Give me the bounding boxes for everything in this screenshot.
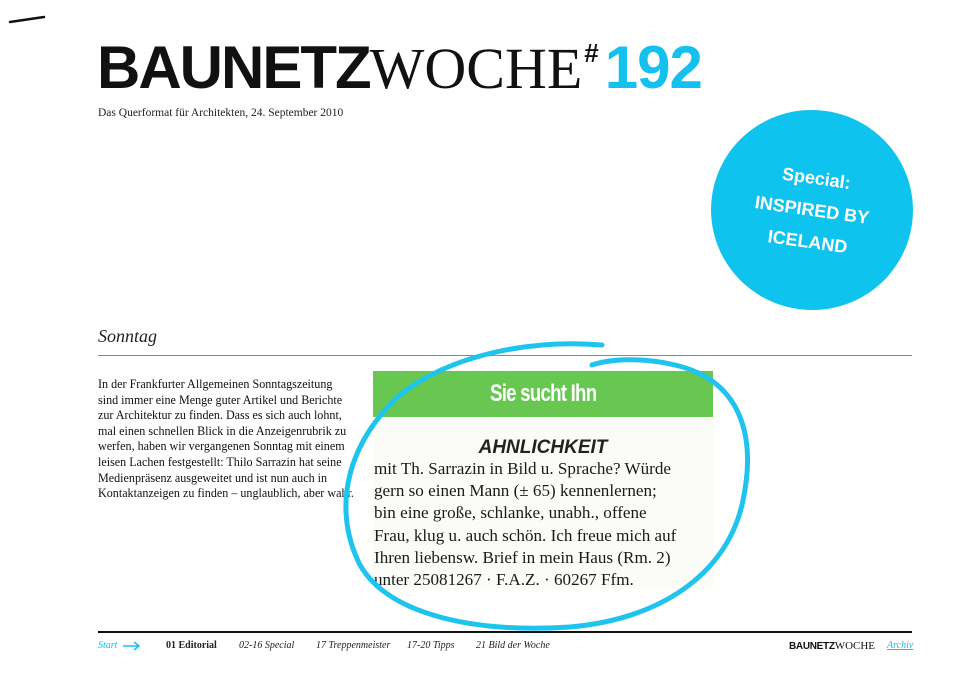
clipping-title: AHNLICHKEIT: [478, 437, 608, 458]
masthead-logo: [97, 34, 702, 101]
masthead-hash: #: [584, 38, 599, 68]
badge-line-2: INSPIRED BY: [753, 192, 871, 228]
clipping-header-text: Sie sucht Ihn: [489, 380, 597, 407]
badge-line-1: Special:: [780, 163, 853, 194]
nav-item-special[interactable]: 02-16 Special: [239, 640, 295, 651]
footer-brand-bold: BAUNETZ: [789, 641, 835, 652]
footer-brand-logo: [789, 640, 875, 652]
body-line: Kontaktanzeigen zu finden – unglaublich, aber wahr.: [98, 486, 354, 501]
masthead-brand-bold: BAUNETZ: [97, 34, 370, 101]
nav-item-editorial[interactable]: 01 Editorial: [166, 640, 217, 651]
special-badge[interactable]: [698, 97, 926, 323]
footer-nav: [98, 640, 912, 658]
corner-stroke-mark: [8, 14, 48, 24]
clipping-line: unter 25081267 · F.A.Z. · 60267 Ffm.: [374, 570, 634, 590]
archive-link[interactable]: Archiv: [887, 640, 914, 651]
clipping-line: bin eine große, schlanke, unabh., offene: [374, 503, 647, 523]
badge-line-3: ICELAND: [766, 226, 849, 258]
clipping-line: Ihren liebensw. Brief in mein Haus (Rm. 2): [374, 547, 671, 567]
masthead-brand-serif: WOCHE: [369, 36, 583, 101]
nav-start-link[interactable]: Start: [98, 640, 118, 651]
divider-bottom: [98, 631, 912, 633]
body-line: zur Architektur zu finden. Dass es sich auch lohnt,: [98, 408, 342, 423]
article-body: [98, 377, 363, 502]
nav-item-treppenmeister[interactable]: 17 Treppenmeister: [316, 640, 391, 651]
clipping-line: mit Th. Sarrazin in Bild u. Sprache? Würde: [374, 459, 672, 478]
arrow-right-icon[interactable]: [123, 641, 141, 651]
issue-subline: Das Querformat für Architekten, 24. September 2010: [98, 107, 344, 119]
body-line: sind immer eine Menge guter Artikel und Berichte: [98, 392, 343, 407]
highlight-circle-scribble: [330, 335, 770, 635]
footer-brand-serif: WOCHE: [834, 640, 876, 652]
clipping-line: Frau, klug u. auch schön. Ich freue mich auf: [374, 525, 677, 545]
body-line: In der Frankfurter Allgemeinen Sonntagszeitung: [98, 377, 333, 391]
body-line: werfen, haben wir vergangenen Sonntag mit einem: [98, 439, 345, 454]
body-line: mal einen schnellen Blick in die Anzeigenrubrik zu: [98, 423, 347, 438]
nav-item-tipps[interactable]: 17-20 Tipps: [407, 640, 455, 651]
issue-number: 192: [604, 34, 702, 101]
body-line: leisen Lachen festgestellt: Thilo Sarrazin hat seine: [98, 454, 342, 469]
nav-item-bild-der-woche[interactable]: 21 Bild der Woche: [476, 640, 550, 651]
body-line: Medienpräsenz ausgeweitet und ist nun auch in: [98, 470, 328, 485]
section-title: Sonntag: [98, 326, 158, 346]
clipping-line: gern so einen Mann (± 65) kennenlernen;: [374, 481, 657, 501]
